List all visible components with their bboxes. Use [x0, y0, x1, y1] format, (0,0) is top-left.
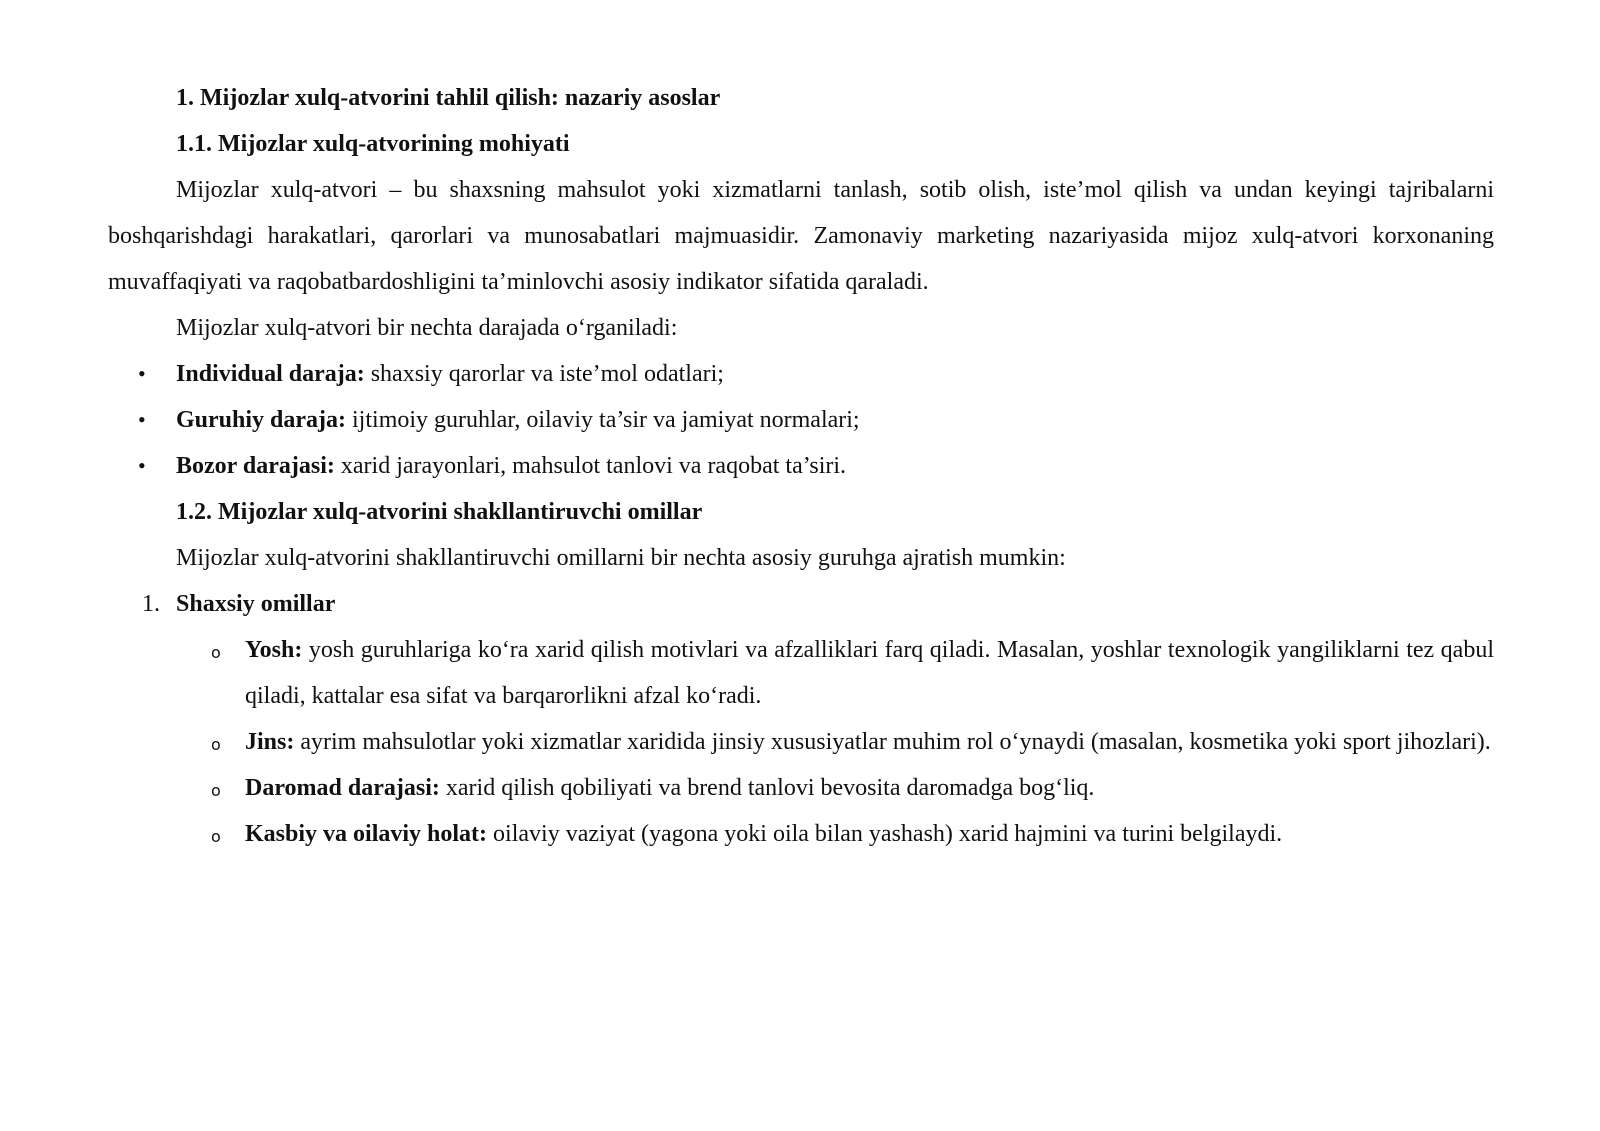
paragraph: Mijozlar xulq-atvori – bu shaxsning mahsulot yoki xizmatlarni tanlash, sotib olish, iste’mol qilish va undan keyingi tajribalarni boshqarishdagi harakatlari, qarorlari va munosabatlari majmuasidir. Zamonaviy marketing nazariyasida mijoz xulq-atvori korxonaning muvaffaqiyati va raqobatbardoshligini ta’minlovchi asosiy indikator sifatida qaraladi. [108, 177, 1494, 295]
personal-factors-list [108, 627, 1494, 857]
sub-list-item-text: oilaviy vaziyat (yagona yoki oila bilan yashash) xarid hajmini va turini belgilaydi. [487, 821, 1283, 847]
subsection-heading: 1.2. Mijozlar xulq-atvorini shakllantiruvchi omillar [176, 499, 703, 525]
sub-list-item [108, 719, 1494, 765]
paragraph: Mijozlar xulq-atvori bir nechta darajada o‘rganiladi: [176, 315, 678, 341]
sub-list-item-term: Yosh: [245, 637, 303, 663]
list-number: 1. [142, 591, 160, 617]
numbered-item [108, 581, 1494, 627]
sub-list-item-term: Jins: [245, 729, 295, 755]
sub-list-item-text: xarid qilish qobiliyati va brend tanlovi bevosita daromadga bog‘liq. [439, 775, 1095, 801]
sub-list-item-text: ayrim mahsulotlar yoki xizmatlar xaridida jinsiy xususiyatlar muhim rol o‘ynaydi (masalan, kosmetika yoki sport jihozlari). [294, 729, 1491, 755]
bullet-icon: • [138, 407, 146, 432]
list-item [108, 351, 1494, 397]
list-item [108, 397, 1494, 443]
numbered-item-title: Shaxsiy omillar [176, 591, 336, 617]
list-item-term: Individual daraja: [176, 361, 365, 387]
circle-bullet-icon: o [211, 781, 221, 800]
sub-list-item [108, 627, 1494, 719]
circle-bullet-icon: o [211, 827, 221, 846]
sub-list-item-term: Daromad darajasi: [245, 775, 440, 801]
list-item-term: Guruhiy daraja: [176, 407, 347, 433]
bullet-icon: • [138, 361, 146, 386]
subsection-heading: 1.1. Mijozlar xulq-atvorining mohiyati [176, 131, 570, 157]
circle-bullet-icon: o [211, 735, 221, 754]
factors-list [108, 581, 1494, 627]
sub-list-item [108, 811, 1494, 857]
list-item-text: shaxsiy qarorlar va iste’mol odatlari; [364, 361, 724, 387]
section-heading: 1. Mijozlar xulq-atvorini tahlil qilish: nazariy asoslar [176, 85, 721, 111]
list-item-text: xarid jarayonlari, mahsulot tanlovi va raqobat ta’siri. [334, 453, 847, 479]
sub-list-item-term: Kasbiy va oilaviy holat: [245, 821, 488, 847]
list-item-term: Bozor darajasi: [176, 453, 335, 479]
paragraph: Mijozlar xulq-atvorini shakllantiruvchi omillarni bir nechta asosiy guruhga ajratish mumkin: [176, 545, 1066, 571]
sub-list-item-text: yosh guruhlariga ko‘ra xarid qilish motivlari va afzalliklari farq qiladi. Masalan, yoshlar texnologik yangiliklarni tez qabul qiladi, kattalar esa sifat va barqarorlikni afzal ko‘radi. [245, 637, 1494, 709]
document-body [108, 75, 1494, 857]
sub-list-item [108, 765, 1494, 811]
list-item [108, 443, 1494, 489]
circle-bullet-icon: o [211, 643, 221, 662]
levels-list [108, 351, 1494, 489]
list-item-text: ijtimoiy guruhlar, oilaviy ta’sir va jamiyat normalari; [346, 407, 860, 433]
bullet-icon: • [138, 453, 146, 478]
